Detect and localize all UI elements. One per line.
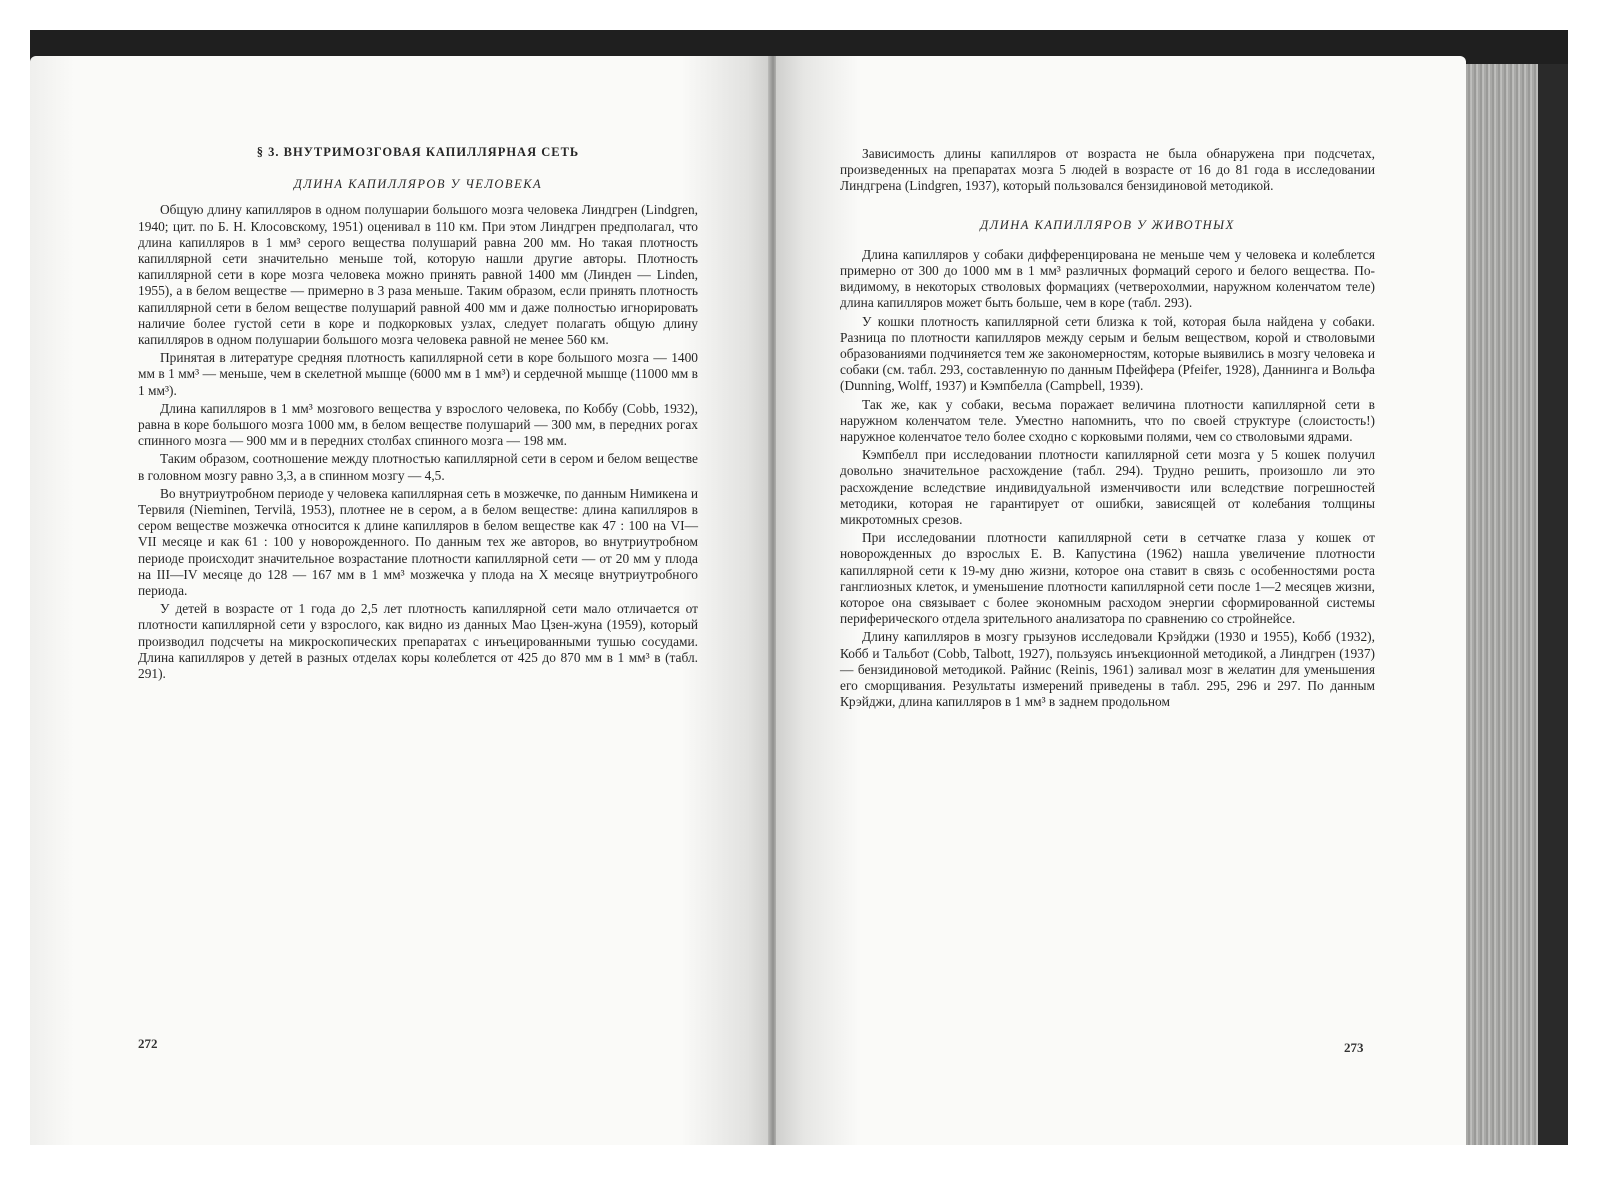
scanned-book-spread [30,30,1568,1145]
paragraph: При исследовании плотности капиллярной сети в сетчатке глаза у кошек от новорожденных до взрослых Е. В. Капустина (1962) нашла увеличение плотности капиллярной сети к 19-му дню жизни, которое она ставит в связь с особенностями роста ганглиозных клеток, и уменьшение плотности капиллярной сети после 1—2 месяцев жизни, которое она связывает с более экономным расходом энергии сформированной системы периферического отдела зрительного анализатора по сравнению со стройнейсе. [840,530,1375,627]
paragraph: Так же, как у собаки, весьма поражает величина плотности капиллярной сети в наружном коленчатом теле. Уместно напомнить, что по своей структуре (слоистость!) наружное коленчатое тело более сходно с корковыми полями, чем со стволовыми ядрами. [840,396,1375,445]
paragraph: Длину капилляров в мозгу грызунов исследовали Крэйджи (1930 и 1955), Кобб (1932), Кобб и Тальбот (Cobb, Talbott, 1927), пользуясь инъекционной методикой, а Линдгрен (1937) — бензидиновой методикой. Райнис (Reinis, 1961) заливал мозг в желатин для уменьшения его сморщивания. Результаты измерений приведены в табл. 295, 296 и 297. По данным Крэйджи, длина капилляров в 1 мм³ в заднем продольном [840,629,1375,710]
book-page-edges [1466,64,1538,1145]
section-heading: § 3. ВНУТРИМОЗГОВАЯ КАПИЛЛЯРНАЯ СЕТЬ [256,145,580,159]
left-page [30,56,770,1145]
subheading-animals: ДЛИНА КАПИЛЛЯРОВ У ЖИВОТНЫХ [980,217,1235,232]
paragraph: Длина капилляров у собаки дифференцирована не меньше чем у человека и колеблется примерно от 300 до 1000 мм в 1 мм³ различных формаций серого и белого вещества. По-видимому, в некоторых стволовых формациях (четверохолмии, наружном коленчатом теле) длина капилляров может быть больше, чем в коре (табл. 293). [840,246,1375,311]
right-page-text [840,146,1375,713]
paragraph: У кошки плотность капиллярной сети близка к той, которая была найдена у собаки. Разница по плотности капилляров между серым и белым веществом, корой и стволовыми образованиями подчиняется тем же закономерностям, которые выявились в мозгу человека и собаки (см. табл. 293, составленную по данным Пфейфера (Pfeifer, 1928), Даннинга и Вольфа (Dunning, Wolff, 1937) и Кэмпбелла (Campbell, 1939). [840,313,1375,394]
paragraph: Таким образом, соотношение между плотностью капиллярной сети в сером и белом веществе в головном мозгу равно 3,3, а в спинном мозгу — 4,5. [138,451,698,483]
subheading-human: ДЛИНА КАПИЛЛЯРОВ У ЧЕЛОВЕКА [293,177,543,192]
paragraph: У детей в возрасте от 1 года до 2,5 лет плотность капиллярной сети мало отличается от плотности капиллярной сети у взрослого, как видно из данных Мао Цзен-жуна (1959), который производил подсчеты на микроскопических препаратах с инъецированными тушью сосудами. Длина капилляров у детей в разных отделах коры колеблется от 425 до 870 мм в 1 мм³ в (табл. 291). [138,601,698,682]
paragraph: Кэмпбелл при исследовании плотности капиллярной сети мозга у 5 кошек получил довольно значительное расхождение (табл. 294). Трудно решить, произошло ли это расхождение вследствие индивидуальной изменчивости или вследствие погрешностей методики, которая не гарантирует от ошибки, зависящей от колебания толщины микротомных срезов. [840,447,1375,528]
paragraph: Зависимость длины капилляров от возраста не была обнаружена при подсчетах, произведенных на препаратах мозга 5 людей в возрасте от 16 до 81 года в исследовании Линдгрена (Lindgren, 1937), который пользовался бензидиновой методикой. [840,146,1375,194]
book-cover-shadow [1538,64,1568,1145]
paragraph: Длина капилляров в 1 мм³ мозгового вещества у взрослого человека, по Коббу (Cobb, 1932), равна в коре большого мозга 1000 мм, в белом веществе полушарий — 300 мм, в передних рогах спинного мозга — 900 мм и в передних столбах спинного мозга — 198 мм. [138,400,698,449]
paragraph: Во внутриутробном периоде у человека капиллярная сеть в мозжечке, по данным Нимикена и Тервиля (Nieminen, Tervilä, 1953), плотнее не в сером, а в белом веществе: длина капилляров в сером веществе мозжечка относится к длине капилляров в белом веществе как 47 : 100 на VI—VII месяце и как 61 : 100 у новорожденного. По данным тех же авторов, во внутриутробном периоде происходит значительное возрастание плотности капиллярной сети — от 20 мм у плода на III—IV месяце до 128 — 167 мм в 1 мм³ мозжечка у плода на X месяце внутриутробного периода. [138,485,698,599]
left-page-text [138,144,698,684]
paragraph: Принятая в литературе средняя плотность капиллярной сети в коре большого мозга — 1400 мм в 1 мм³ — меньше, чем в скелетной мышце (6000 мм в 1 мм³) и сердечной мышце (11000 мм в 1 мм³). [138,350,698,398]
page-number-left: 272 [138,1036,158,1051]
paragraph: Общую длину капилляров в одном полушарии большого мозга человека Линдгрен (Lindgren, 1940; цит. по Б. Н. Клосовскому, 1951) оценивал в 110 км. При этом Линдгрен предполагал, что длина капилляров в 1 мм³ серого вещества полушарий равна 200 мм. Но такая плотность капиллярной сети значительно меньше той, которую нашли другие авторы. Плотность капиллярной сети в коре мозга человека можно принять равной 1400 мм (Линден — Linden, 1955), а в белом веществе — примерно в 3 раза меньше. Таким образом, если принять плотность капиллярной сети в белом веществе полушарий равной 400 мм и даже полностью игнорировать наличие более густой сети в коре и подкорковых узлах, следует полагать общую длину капилляров в одном полушарии большого мозга человека равной не менее 560 км. [138,202,698,348]
right-page [776,56,1466,1145]
page-number-right: 273 [1344,1040,1364,1055]
